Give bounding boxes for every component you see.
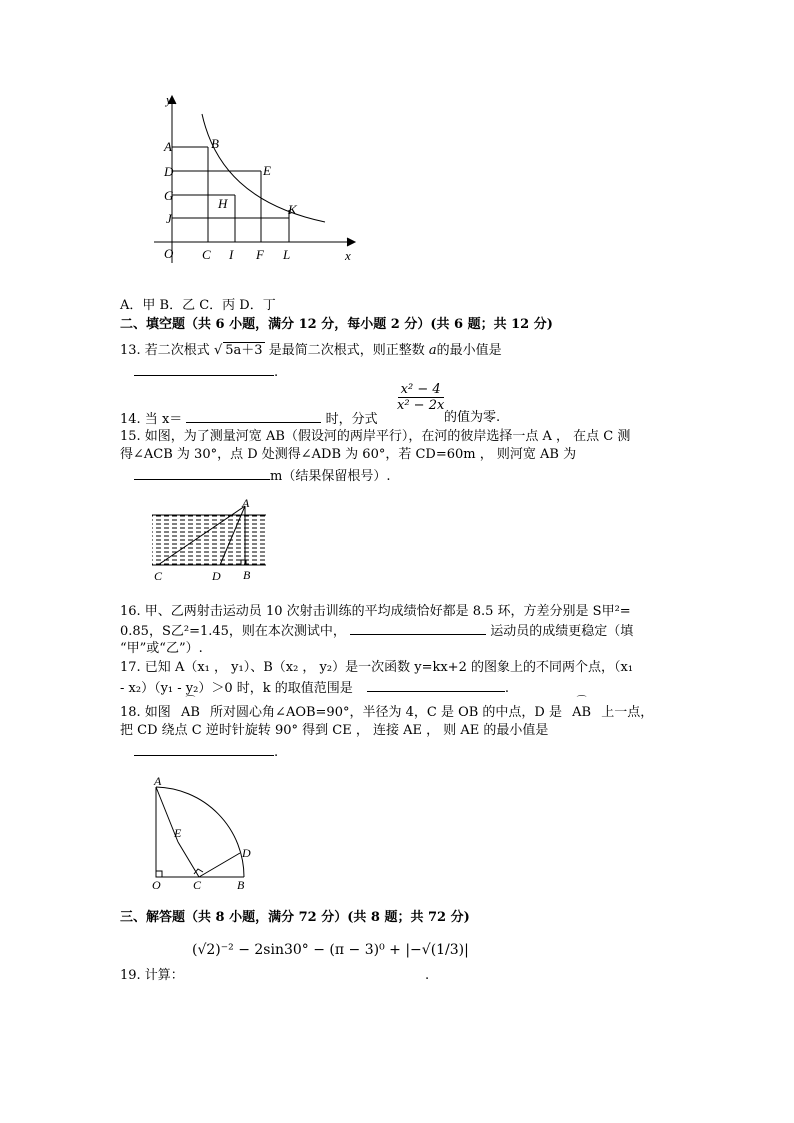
question-14: 14. 当 x＝ 时，分式: [120, 412, 378, 427]
q19-end: .: [425, 968, 430, 983]
point-label: D: [164, 164, 174, 179]
point-label: L: [283, 247, 291, 262]
radicand: 5a＋3: [225, 343, 263, 358]
section2-title: 二、填空题（共 6 小题，满分 12 分，每小题 2 分）(共 6 题；共 12 分): [120, 317, 553, 332]
quarter-circle-diagram: [144, 775, 264, 893]
q17-line2: - x₂）（y₁ - y₂）＞0 时，k 的取值范围是 .: [120, 681, 510, 696]
point-label: J: [166, 211, 172, 226]
arc-icon: ⌒: [185, 696, 196, 707]
point-label: A: [154, 775, 162, 788]
answer-blank[interactable]: [350, 622, 486, 635]
q16-line3: “甲”或“乙”）.: [120, 641, 203, 656]
point-label: F: [256, 247, 264, 262]
point-label: B: [237, 878, 245, 892]
q14-fraction: $\frac{\text{x² − 4}}{\text{x² − 2x}}$: [397, 382, 445, 413]
point-label: I: [229, 247, 234, 262]
q15-line1: 15. 如图，为了测量河宽 AB（假设河的两岸平行），在河的彼岸选择一点 A ， 在点 C 测: [120, 429, 631, 444]
origin-label: O: [164, 246, 174, 261]
river-diagram: [148, 498, 272, 584]
section3-title: 三、解答题（共 8 小题，满分 72 分）(共 8 题；共 72 分): [120, 910, 470, 925]
point-label: O: [152, 878, 161, 892]
q14-suffix: 的值为零.: [444, 410, 501, 425]
point-label: A: [242, 498, 250, 510]
point-label: C: [193, 878, 202, 892]
answer-blank[interactable]: [186, 410, 321, 423]
q13-answer-line: .: [134, 363, 278, 381]
answer-blank[interactable]: [134, 363, 274, 376]
question-13: 13. 若二次根式 √ 5a＋3 是最简二次根式，则正整数 a的最小值是: [120, 343, 502, 358]
answer-blank[interactable]: [134, 743, 274, 756]
point-label: H: [218, 196, 228, 211]
q17-line1: 17. 已知 A（x₁ ， y₁）、B（x₂ ， y₂）是一次函数 y=kx+2 的图象上的不同两个点，（x₁: [120, 660, 634, 675]
point-label: D: [242, 846, 251, 860]
arc-icon: ⌒: [576, 696, 587, 707]
q16-line1: 16. 甲、乙两射击运动员 10 次射击训练的平均成绩恰好都是 8.5 环，方差分别是 S甲²=: [120, 604, 631, 619]
point-label: A: [164, 139, 172, 154]
point-label: B: [243, 568, 251, 582]
axis-x-label: x: [345, 248, 351, 263]
inverse-function-graph: [150, 88, 370, 268]
q18-line1: 18. 如图 ⌒ AB 所对圆心角∠AOB=90°，半径为 4，C 是 OB 的中点，D 是 ⌒ AB 上一点，: [120, 696, 654, 720]
answer-blank[interactable]: [367, 679, 505, 692]
q15-line2: 得∠ACB 为 30°，点 D 处测得∠ADB 为 60°，若 CD=60m ， 则河宽 AB 为: [120, 447, 577, 462]
point-label: C: [202, 247, 211, 262]
point-label: C: [154, 569, 163, 583]
point-label: K: [288, 202, 297, 217]
point-label: E: [263, 163, 271, 178]
point-label: D: [212, 569, 221, 583]
q15-line3: m（结果保留根号）.: [134, 467, 390, 485]
point-label: G: [164, 188, 174, 203]
point-label: B: [211, 136, 219, 151]
point-label: E: [174, 826, 182, 840]
q12-options: A．甲 B．乙 C．丙 D．丁: [120, 298, 276, 313]
q19-formula: (√2)⁻² − 2sin30° − (π − 3)⁰ + |−√(1/3)|: [192, 942, 469, 958]
q16-line2: 0.85，S乙²=1.45，则在本次测试中， 运动员的成绩更稳定（填: [120, 624, 634, 639]
q19-label: 19. 计算：: [120, 968, 184, 983]
answer-blank[interactable]: [134, 467, 270, 480]
q18-answer-line: .: [134, 743, 278, 761]
q18-line2: 把 CD 绕点 C 逆时针旋转 90° 得到 CE ， 连接 AE ， 则 AE 的最小值是: [120, 723, 549, 738]
axis-y-label: y: [166, 92, 172, 107]
